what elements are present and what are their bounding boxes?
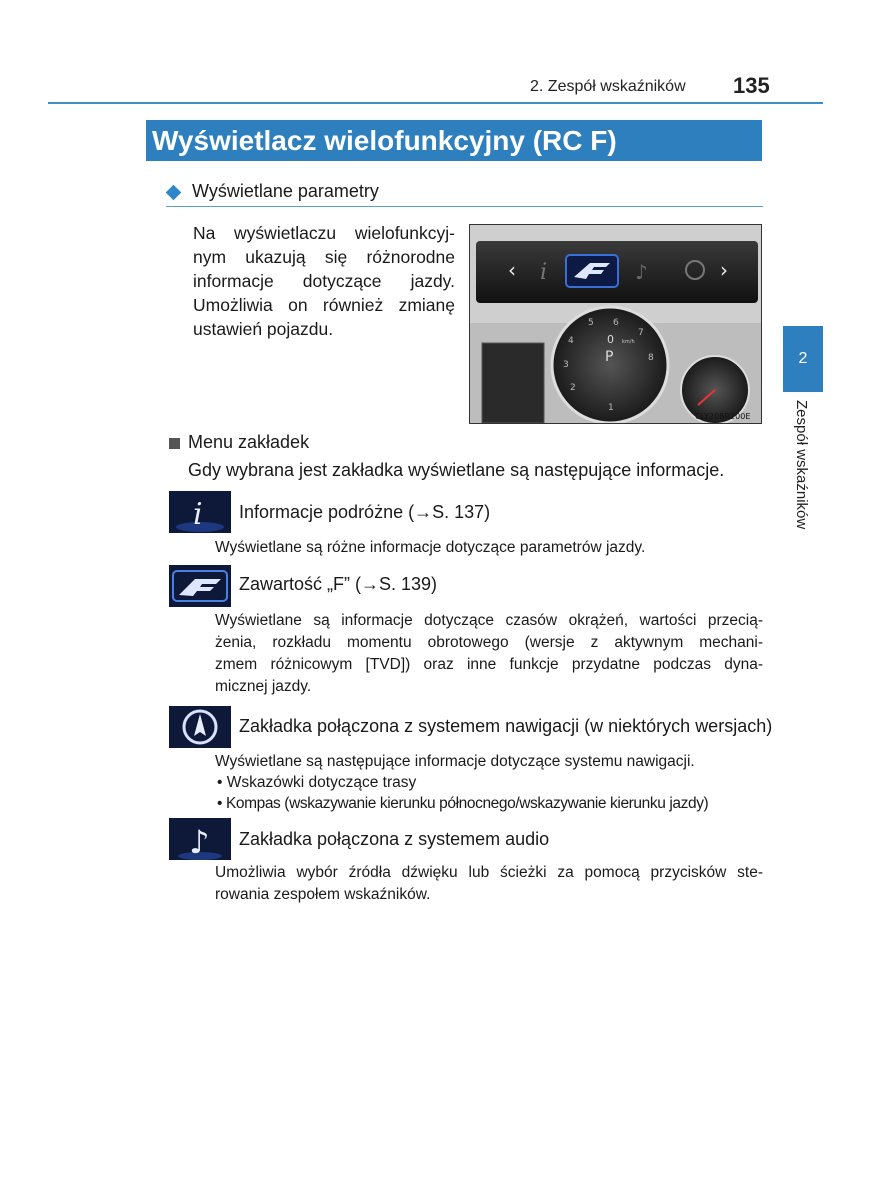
desc-line: żenia, rozkładu momentu obrotowego (wersje z aktywnym mechani-	[215, 634, 763, 651]
bullet-item: • Kompas (wskazywanie kierunku północnego/wskazywanie kierunku jazdy)	[217, 795, 709, 812]
bullet-text: Kompas (wskazywanie kierunku północnego/wskazywanie kierunku jazdy)	[225, 795, 709, 812]
item-desc-navigation: Wyświetlane są następujące informacje dotyczące systemu nawigacji.	[215, 753, 695, 770]
svg-text:8: 8	[648, 353, 654, 363]
subsection-heading: Wyświetlane parametry	[192, 181, 379, 201]
svg-text:›: ›	[720, 258, 728, 282]
svg-text:3: 3	[563, 360, 569, 370]
square-bullet-icon	[169, 438, 180, 449]
running-header-section: 2. Zespół wskaźników	[530, 78, 686, 95]
svg-text:i: i	[193, 497, 203, 532]
svg-text:4: 4	[568, 336, 574, 346]
menu-intro: Gdy wybrana jest zakładka wyświetlane są następujące informacje.	[188, 460, 725, 480]
svg-text:♪: ♪	[635, 260, 648, 284]
gauge-unit: km/h	[622, 339, 635, 345]
music-note-icon	[169, 818, 231, 860]
item-desc-f	[215, 610, 763, 698]
desc-line: Umożliwia wybór źródła dźwięku lub ścieżki za pomocą przycisków ste-	[215, 864, 763, 881]
svg-text:6: 6	[613, 318, 619, 328]
chapter-tab-label: Zespół wskaźników	[793, 400, 810, 530]
menu-heading: Menu zakładek	[188, 432, 310, 452]
page-number: 135	[733, 73, 770, 98]
item-title-audio: Zakładka połączona z systemem audio	[239, 829, 550, 849]
f-emblem-icon	[169, 565, 231, 607]
chapter-tab: 2	[783, 326, 823, 392]
gauge-speed: 0	[607, 333, 614, 346]
diamond-bullet-icon	[166, 185, 182, 201]
svg-text:2: 2	[570, 383, 576, 393]
bullet-text: Wskazówki dotyczące trasy	[226, 774, 417, 791]
svg-text:‹: ‹	[508, 258, 516, 282]
item-title-f: Zawartość „F” (→S. 139)	[239, 574, 438, 594]
desc-line: zmem różnicowym [TVD]) oraz inne funkcje przydatne podczas dyna-	[215, 656, 763, 673]
svg-text:5: 5	[588, 318, 594, 328]
gauge-gear: P	[605, 349, 614, 365]
svg-text:7: 7	[638, 328, 644, 338]
svg-text:1: 1	[608, 403, 614, 413]
page-title: Wyświetlacz wielofunkcyjny (RC F)	[146, 120, 762, 161]
desc-line: rowania zespołem wskaźników.	[215, 886, 431, 903]
item-desc-info: Wyświetlane są różne informacje dotyczące parametrów jazdy.	[215, 539, 646, 556]
bullet-item: • Wskazówki dotyczące trasy	[217, 774, 417, 791]
header-rule	[48, 102, 823, 104]
intro-line: Umożliwia on również zmianę	[193, 295, 455, 315]
instrument-cluster-figure	[469, 224, 762, 424]
figure-code: CLY20BR200E	[695, 412, 751, 421]
intro-line: Na wyświetlaczu wielofunkcyj-	[193, 223, 455, 243]
item-title-navigation: Zakładka połączona z systemem nawigacji (w niektórych wersjach)	[239, 716, 773, 736]
svg-text:♪: ♪	[189, 823, 210, 860]
item-title-info: Informacje podróżne (→S. 137)	[239, 502, 491, 522]
info-icon	[169, 491, 231, 533]
navigation-icon	[169, 706, 231, 748]
intro-line: ustawień pojazdu.	[193, 319, 334, 339]
intro-line: nym ukazują się różnorodne	[193, 247, 455, 267]
svg-text:i: i	[540, 260, 548, 285]
desc-line: Wyświetlane są informacje dotyczące czasów okrążeń, wartości przecią-	[215, 612, 763, 629]
item-desc-audio	[215, 862, 763, 906]
intro-paragraph	[193, 221, 455, 341]
desc-line: micznej jazdy.	[215, 678, 312, 695]
intro-line: informacje dotyczące jazdy.	[193, 271, 455, 291]
subsection-rule	[166, 206, 763, 207]
